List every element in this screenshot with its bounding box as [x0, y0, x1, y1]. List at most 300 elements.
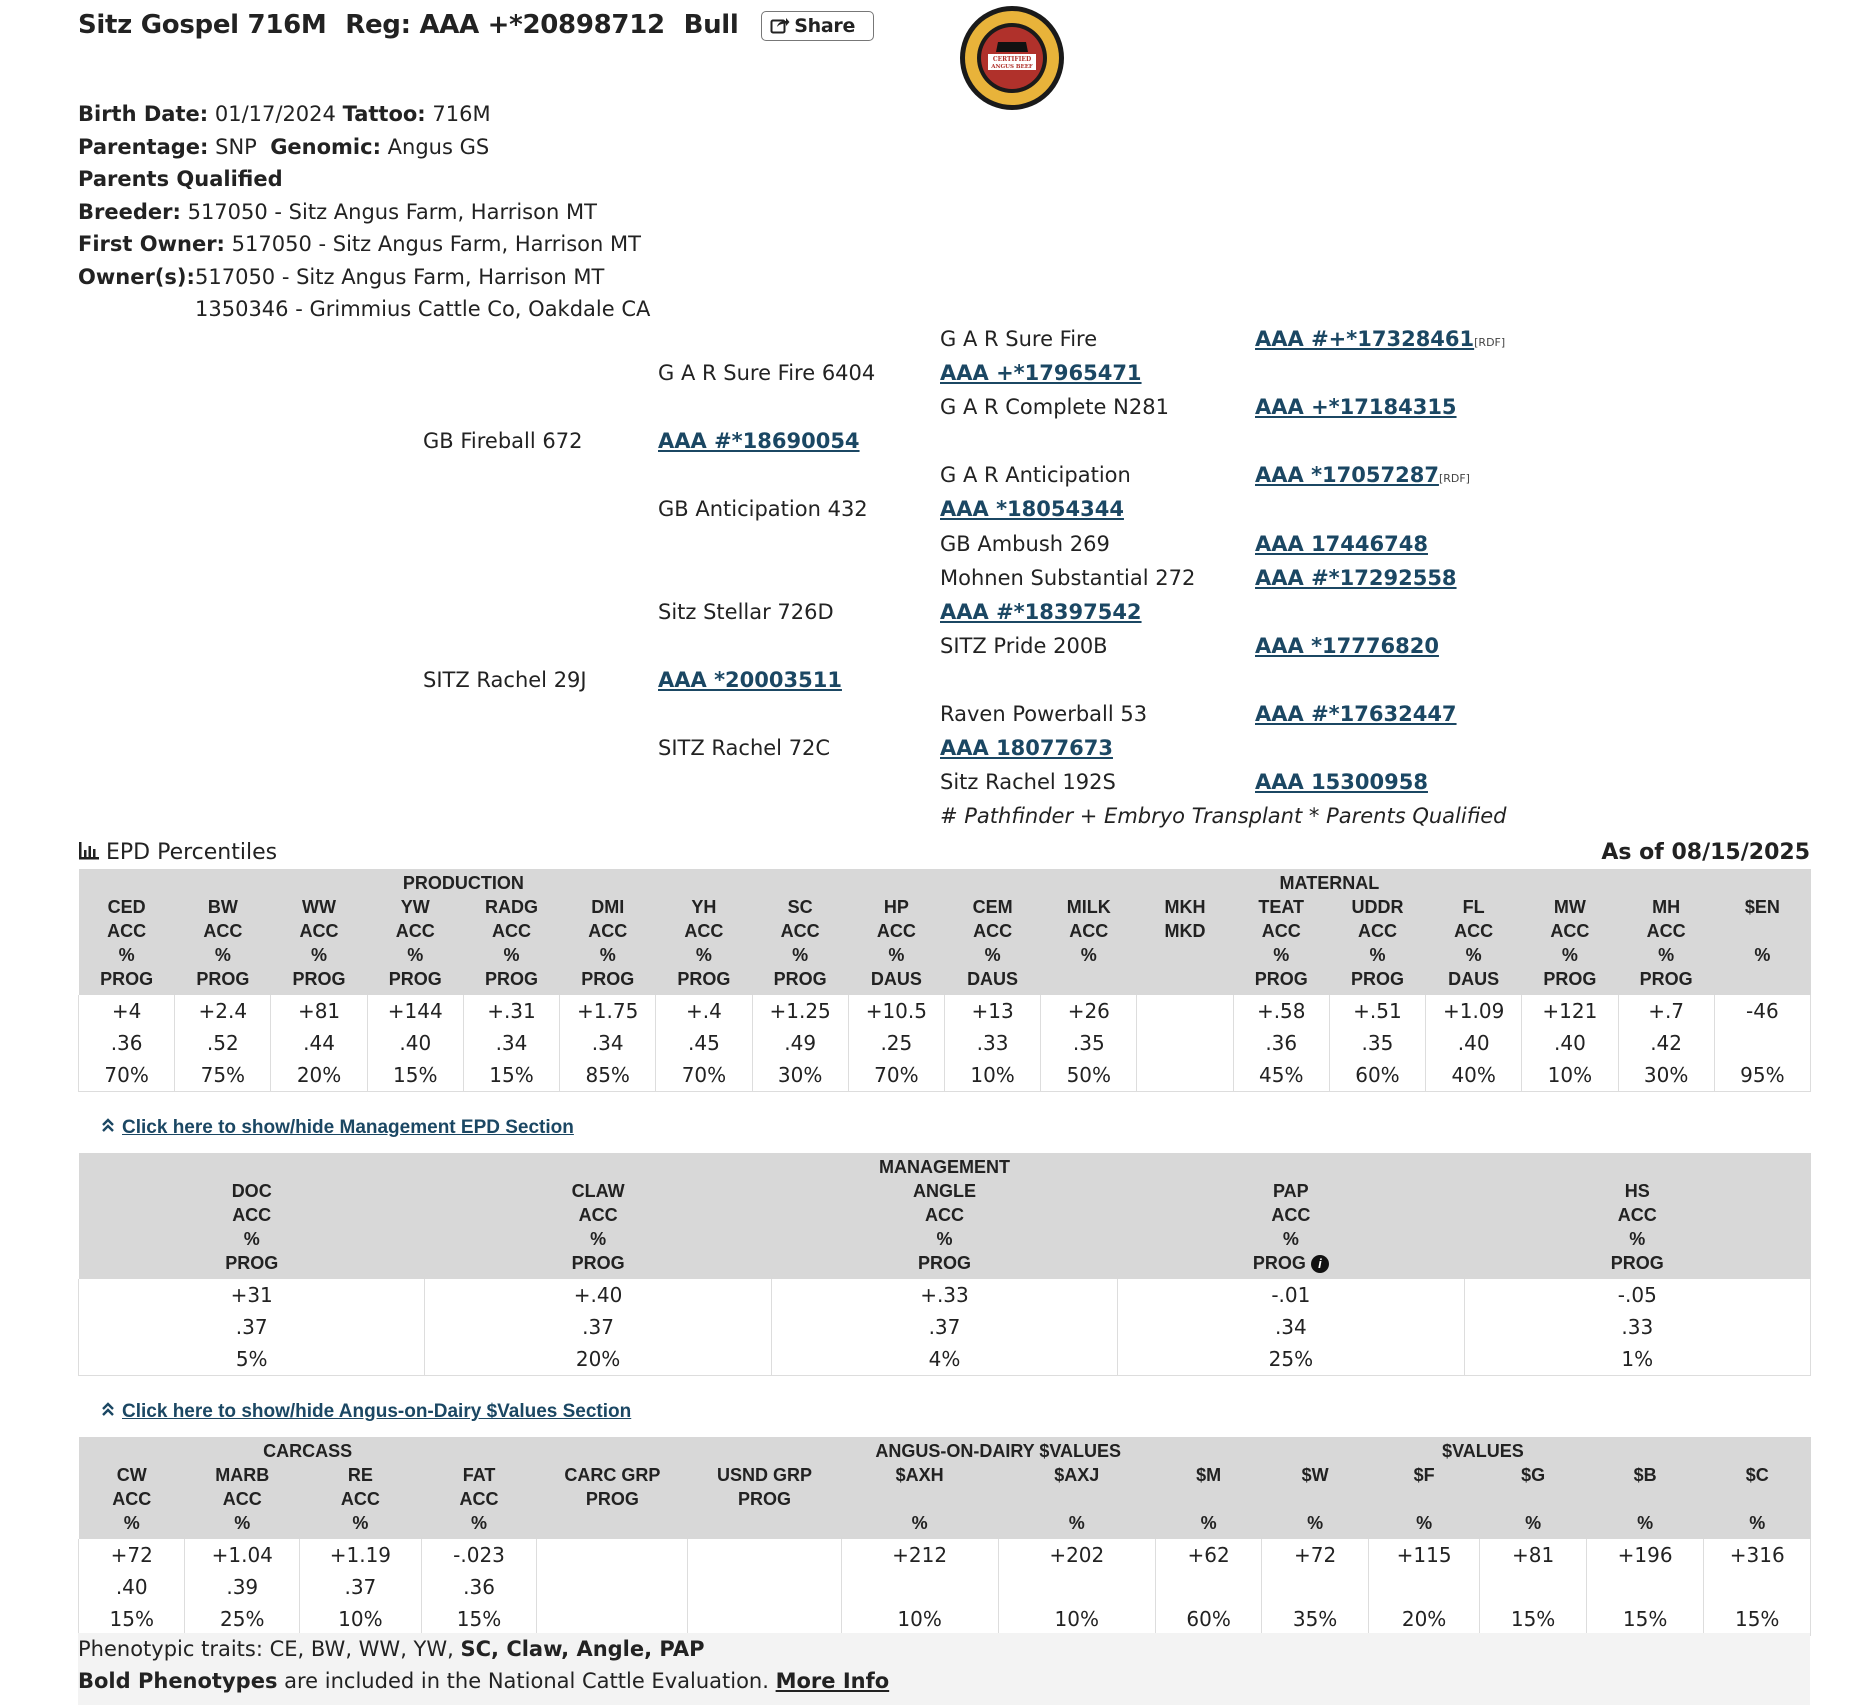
epd-header-cem	[944, 895, 1040, 995]
dairy-header-line: ACC	[459, 1489, 499, 1509]
dairy-percentile-cell: 15%	[1586, 1603, 1704, 1636]
share-icon	[770, 16, 790, 34]
epd-header-line: %	[1080, 945, 1097, 965]
epd-header-yw	[367, 895, 463, 995]
epd-header-line: PROG	[1543, 969, 1597, 989]
epd-header-radg	[463, 895, 559, 995]
epd-header-line: %	[1561, 945, 1578, 965]
epd-header-line: PROG	[773, 969, 827, 989]
phenotypic-label: Phenotypic traits:	[78, 1637, 263, 1661]
dairy-header-line: PROG	[737, 1489, 791, 1509]
pedigree-dds-link[interactable]: AAA #*17632447	[1255, 702, 1457, 726]
pedigree-dss-link[interactable]: AAA #*17292558	[1255, 566, 1457, 590]
epd-section-header	[78, 840, 1810, 865]
epd-header-line: ACC	[588, 921, 628, 941]
epd-header-teat	[1233, 895, 1329, 995]
epd-header-dmi	[560, 895, 656, 995]
owner-item: 517050 - Sitz Angus Farm, Harrison MT	[195, 264, 605, 289]
pedigree-ds-link[interactable]: AAA #*18397542	[940, 600, 1142, 624]
dairy-header-line: USND GRP	[716, 1465, 812, 1485]
mgmt-header-line: %	[243, 1229, 260, 1249]
epd-header-line: RADG	[484, 897, 538, 917]
svg-text:CERTIFIED: CERTIFIED	[992, 56, 1032, 63]
dairy-header-line: FAT	[462, 1465, 496, 1485]
epd-accuracy-cell: .40	[1426, 1027, 1522, 1059]
epd-header-milk	[1041, 895, 1137, 995]
epd-header-line	[1714, 967, 1810, 991]
dairy-percentile-cell: 25%	[185, 1603, 300, 1636]
pedigree-sss-link[interactable]: AAA #+*17328461	[1255, 327, 1475, 351]
epd-accuracy-cell	[1714, 1027, 1810, 1059]
epd-header-line: PROG	[581, 969, 635, 989]
epd-header-yh	[656, 895, 752, 995]
mgmt-accuracy-cell: .33	[1464, 1311, 1810, 1343]
epd-header-line: %	[888, 945, 905, 965]
epd-header-ced	[79, 895, 175, 995]
info-icon[interactable]: i	[1311, 1255, 1329, 1273]
dairy-header-re	[300, 1463, 422, 1539]
epd-accuracy-cell: .44	[271, 1027, 367, 1059]
mgmt-percentile-cell: 25%	[1118, 1343, 1464, 1376]
dairy-value-cell: +62	[1155, 1539, 1261, 1571]
mgmt-header-line: PROG i	[1118, 1251, 1464, 1275]
dairy-header-line: %	[234, 1513, 251, 1533]
pedigree-sd-name: GB Anticipation 432	[658, 497, 868, 521]
epd-accuracy-cell: .42	[1618, 1027, 1714, 1059]
pedigree-dd-link[interactable]: AAA 18077673	[940, 736, 1113, 760]
pedigree-dam-name: SITZ Rachel 29J	[423, 668, 587, 692]
epd-header-line: CED	[107, 897, 146, 917]
dairy-percentile-cell	[688, 1603, 841, 1636]
group-production: PRODUCTION	[79, 869, 849, 895]
dairy-header-marb	[185, 1463, 300, 1539]
epd-header-line: PROG	[1350, 969, 1404, 989]
epd-header-line: %	[311, 945, 328, 965]
dairy-value-cell: +81	[1480, 1539, 1586, 1571]
epd-header-line: %	[599, 945, 616, 965]
dairy-accuracy-cell	[1368, 1571, 1480, 1603]
epd-header-line: $EN	[1744, 897, 1780, 917]
share-button[interactable]	[761, 11, 874, 41]
dairy-header-line: %	[911, 1513, 928, 1533]
genomic: Angus GS	[387, 134, 490, 159]
epd-header-line: CEM	[972, 897, 1013, 917]
epd-header-line: MKD	[1164, 921, 1206, 941]
management-toggle-link[interactable]	[100, 1117, 574, 1139]
first-owner-label: First Owner:	[78, 232, 225, 256]
mgmt-percentile-cell: 4%	[771, 1343, 1117, 1376]
dairy-values-toggle-label: Click here to show/hide Angus-on-Dairy $Values Section	[122, 1401, 632, 1422]
epd-value-cell: +.51	[1329, 995, 1425, 1027]
epd-accuracy-cell: .34	[560, 1027, 656, 1059]
parentage-label: Parentage:	[78, 134, 209, 159]
dairy-accuracy-cell	[1704, 1571, 1811, 1603]
epd-header-line: %	[984, 945, 1001, 965]
dairy-header-line: %	[1749, 1513, 1766, 1533]
pedigree-sds-link[interactable]: AAA *17057287	[1255, 463, 1439, 487]
epd-value-cell: +26	[1041, 995, 1137, 1027]
epd-header-line: TEAT	[1258, 897, 1305, 917]
epd-header-line: MILK	[1066, 897, 1111, 917]
epd-header-line	[1041, 967, 1137, 991]
mgmt-value-cell: +.33	[771, 1279, 1117, 1311]
dairy-accuracy-cell	[1480, 1571, 1586, 1603]
dairy-header-line	[1480, 1487, 1586, 1511]
dairy-percentile-cell: 20%	[1368, 1603, 1480, 1636]
dairy-header-line: $AXH	[895, 1465, 944, 1485]
pedigree-ssd-link[interactable]: AAA +*17184315	[1255, 395, 1457, 419]
epd-percentile-cell: 15%	[367, 1059, 463, 1092]
epd-value-cell: +13	[944, 995, 1040, 1027]
epd-percentile-cell: 15%	[463, 1059, 559, 1092]
dairy-header-carc-grp	[537, 1463, 688, 1539]
epd-accuracy-cell	[1137, 1027, 1233, 1059]
epd-value-cell: +1.25	[752, 995, 848, 1027]
epd-percentile-cell: 70%	[656, 1059, 752, 1092]
mgmt-header-line: ACC	[232, 1205, 272, 1225]
epd-header-mh	[1618, 895, 1714, 995]
svg-text:ANGUS BEEF: ANGUS BEEF	[991, 64, 1033, 70]
group-management: MANAGEMENT	[79, 1153, 1811, 1179]
mgmt-header-line: %	[1629, 1229, 1646, 1249]
dairy-percentile-cell: 15%	[1704, 1603, 1811, 1636]
epd-header-line	[1137, 967, 1233, 991]
animal-sex: Bull	[683, 10, 739, 40]
epd-header-line: %	[1465, 945, 1482, 965]
epd-value-cell: +81	[271, 995, 367, 1027]
epd-percentile-cell: 70%	[79, 1059, 175, 1092]
dairy-value-cell: +202	[998, 1539, 1155, 1571]
pedigree-sds-name: G A R Anticipation	[940, 463, 1131, 487]
dairy-percentile-cell: 10%	[841, 1603, 998, 1636]
epd-value-cell: +1.09	[1426, 995, 1522, 1027]
management-toggle-label: Click here to show/hide Management EPD Section	[122, 1117, 574, 1138]
phenotypic-traits-row	[78, 1633, 1810, 1665]
dairy-header-line: $M	[1196, 1465, 1222, 1485]
epd-header-line: ACC	[684, 921, 724, 941]
dairy-accuracy-cell: .36	[421, 1571, 537, 1603]
epd-header-mkh	[1137, 895, 1233, 995]
dairy-value-cell: +196	[1586, 1539, 1704, 1571]
epd-header-line: %	[1754, 945, 1771, 965]
epd-header-line: ACC	[1261, 921, 1301, 941]
mgmt-header-line: DOC	[231, 1181, 272, 1201]
epd-header-sc	[752, 895, 848, 995]
epd-header-line: ACC	[203, 921, 243, 941]
mgmt-header-doc	[79, 1179, 425, 1279]
epd-header-line: PROG	[484, 969, 538, 989]
pedigree-sd-link[interactable]: AAA *18054344	[940, 497, 1124, 521]
management-epd-table	[78, 1153, 1811, 1376]
epd-header-line: %	[118, 945, 135, 965]
dairy-header-line	[1586, 1487, 1704, 1511]
carcass-values-table	[78, 1437, 1811, 1636]
dairy-header-line	[998, 1487, 1155, 1511]
mgmt-header-hs	[1464, 1179, 1810, 1279]
mgmt-header-pap	[1118, 1179, 1464, 1279]
epd-header-line: HP	[883, 897, 909, 917]
dairy-header--b	[1586, 1463, 1704, 1539]
epd-header-line: ACC	[107, 921, 147, 941]
mgmt-header-line: PAP	[1273, 1181, 1309, 1201]
epd-value-cell: +2.4	[175, 995, 271, 1027]
epd-header-line: PROG	[1639, 969, 1693, 989]
epd-header-line: ACC	[395, 921, 435, 941]
dairy-header-line	[1368, 1487, 1480, 1511]
epd-value-cell: +4	[79, 995, 175, 1027]
mgmt-accuracy-cell: .34	[1118, 1311, 1464, 1343]
bold-phenotypes-row	[78, 1665, 1810, 1697]
epd-header-mw	[1522, 895, 1618, 995]
epd-percentile-cell: 20%	[271, 1059, 367, 1092]
epd-percentile-cell: 70%	[848, 1059, 944, 1092]
epd-value-cell: +.4	[656, 995, 752, 1027]
epd-value-cell: +10.5	[848, 995, 944, 1027]
dairy-header-line: CARC GRP	[564, 1465, 661, 1485]
breeder-row	[78, 196, 650, 229]
first-owner-row	[78, 228, 650, 261]
epd-header-line: %	[407, 945, 424, 965]
epd-header-line: %	[1369, 945, 1386, 965]
epd-header-line: PROG	[292, 969, 346, 989]
dairy-header-line: %	[1416, 1513, 1433, 1533]
epd-header-line: ACC	[491, 921, 531, 941]
dairy-value-cell	[537, 1539, 688, 1571]
pedigree-ds-name: Sitz Stellar 726D	[658, 600, 834, 624]
epd-header-line: %	[503, 945, 520, 965]
dairy-value-cell: +316	[1704, 1539, 1811, 1571]
dairy-header--m	[1155, 1463, 1261, 1539]
dairy-percentile-cell: 60%	[1155, 1603, 1261, 1636]
dairy-value-cell: +1.04	[185, 1539, 300, 1571]
more-info-link[interactable]: More Info	[775, 1669, 890, 1693]
phenotypic-bold: SC, Claw, Angle, PAP	[460, 1637, 705, 1661]
mgmt-accuracy-cell: .37	[771, 1311, 1117, 1343]
epd-header-hp	[848, 895, 944, 995]
birth-date-label: Birth Date:	[78, 102, 209, 126]
epd-percentile-cell: 30%	[1618, 1059, 1714, 1092]
group-carcass: CARCASS	[79, 1437, 537, 1463]
dairy-header-line: %	[123, 1513, 140, 1533]
birth-row	[78, 98, 650, 131]
dairy-value-cell: -.023	[421, 1539, 537, 1571]
dairy-header--g	[1480, 1463, 1586, 1539]
epd-percentiles-table	[78, 869, 1811, 1092]
epd-percentile-cell: 30%	[752, 1059, 848, 1092]
group-values: $VALUES	[1155, 1437, 1810, 1463]
dairy-header-line: $F	[1413, 1465, 1435, 1485]
dairy-header-fat	[421, 1463, 537, 1539]
epd-header-line: ACC	[1646, 921, 1686, 941]
epd-value-cell: +.31	[463, 995, 559, 1027]
dairy-header-line	[841, 1487, 998, 1511]
parentage: SNP	[215, 134, 257, 159]
dairy-value-cell: +212	[841, 1539, 998, 1571]
epd-accuracy-cell: .35	[1041, 1027, 1137, 1059]
phenotypic-plain: CE, BW, WW, YW,	[269, 1637, 454, 1661]
epd-percentile-cell: 10%	[1522, 1059, 1618, 1092]
epd-accuracy-cell: .36	[79, 1027, 175, 1059]
dairy-percentile-cell: 15%	[1480, 1603, 1586, 1636]
epd-value-cell: +1.75	[560, 995, 656, 1027]
group-maternal: MATERNAL	[848, 869, 1810, 895]
pedigree-sire-link[interactable]: AAA #*18690054	[658, 429, 860, 453]
pedigree-sdd-name: GB Ambush 269	[940, 532, 1110, 556]
owner-item: 1350346 - Grimmius Cattle Co, Oakdale CA	[195, 297, 651, 321]
epd-header-line: YH	[691, 897, 717, 917]
epd-header-line: %	[1658, 945, 1675, 965]
dairy-accuracy-cell	[998, 1571, 1155, 1603]
dairy-value-cell	[688, 1539, 841, 1571]
bold-phenotypes-text: are included in the National Cattle Evaluation.	[284, 1669, 769, 1693]
epd-value-cell: -46	[1714, 995, 1810, 1027]
epd-header-line: DAUS	[967, 969, 1019, 989]
mgmt-header-line: ANGLE	[912, 1181, 976, 1201]
pedigree-dds-name: Raven Powerball 53	[940, 702, 1148, 726]
dairy-header-line: $AXJ	[1054, 1465, 1100, 1485]
epd-header-line	[1137, 943, 1233, 967]
mgmt-percentile-cell: 1%	[1464, 1343, 1810, 1376]
animal-name: Sitz Gospel 716M	[78, 10, 327, 40]
epd-header-line: ACC	[973, 921, 1013, 941]
epd-accuracy-cell: .40	[367, 1027, 463, 1059]
dairy-header-line: %	[352, 1513, 369, 1533]
bar-chart-icon	[78, 841, 100, 861]
epd-header-line: PROG	[1254, 969, 1308, 989]
dairy-header-line	[688, 1511, 841, 1535]
mgmt-header-line: CLAW	[571, 1181, 625, 1201]
pedigree-ss-name: G A R Sure Fire 6404	[658, 361, 876, 385]
pedigree-dam-link[interactable]: AAA *20003511	[658, 668, 842, 692]
rdf-tag: [RDF]	[1474, 336, 1506, 349]
dairy-header--axh	[841, 1463, 998, 1539]
epd-title: EPD Percentiles	[106, 840, 278, 865]
epd-header-line: PROG	[196, 969, 250, 989]
breeder: 517050 - Sitz Angus Farm, Harrison MT	[187, 199, 597, 224]
epd-value-cell	[1137, 995, 1233, 1027]
epd-accuracy-cell: .33	[944, 1027, 1040, 1059]
epd-header-line: %	[1273, 945, 1290, 965]
epd-header-line: UDDR	[1351, 897, 1404, 917]
epd-header-line: MH	[1652, 897, 1681, 917]
mgmt-header-line: %	[936, 1229, 953, 1249]
epd-accuracy-cell: .45	[656, 1027, 752, 1059]
dairy-header-line	[537, 1511, 688, 1535]
dairy-header-line: %	[1637, 1513, 1654, 1533]
epd-header-ww	[271, 895, 367, 995]
dairy-header--axj	[998, 1463, 1155, 1539]
dairy-value-cell: +72	[79, 1539, 185, 1571]
owners-label: Owner(s):	[78, 264, 195, 289]
mgmt-value-cell: -.05	[1464, 1279, 1810, 1311]
mgmt-header-line: PROG	[1610, 1253, 1664, 1273]
certified-angus-beef-logo	[958, 4, 1066, 112]
epd-header-line: DAUS	[1448, 969, 1500, 989]
epd-header-fl	[1426, 895, 1522, 995]
epd-header-line: ACC	[299, 921, 339, 941]
mgmt-header-line: %	[1282, 1229, 1299, 1249]
epd-header-line: ACC	[1357, 921, 1397, 941]
mgmt-accuracy-cell: .37	[79, 1311, 425, 1343]
epd-header-line: DMI	[591, 897, 625, 917]
pedigree-sdd-link[interactable]: AAA 17446748	[1255, 532, 1428, 556]
dairy-accuracy-cell	[1586, 1571, 1704, 1603]
mgmt-header-line: PROG	[571, 1253, 625, 1273]
epd-header-line: MKH	[1164, 897, 1206, 917]
dairy-header-line: %	[471, 1513, 488, 1533]
dairy-header-usnd-grp	[688, 1463, 841, 1539]
dairy-header-line: %	[1525, 1513, 1542, 1533]
pedigree-ss-link[interactable]: AAA +*17965471	[940, 361, 1142, 385]
animal-info	[78, 98, 650, 326]
dairy-header-line: %	[1307, 1513, 1324, 1533]
epd-header-line: PROG	[677, 969, 731, 989]
dairy-header-line: $B	[1633, 1465, 1657, 1485]
epd-header-line: DAUS	[870, 969, 922, 989]
epd-value-cell: +.58	[1233, 995, 1329, 1027]
dairy-header--w	[1262, 1463, 1368, 1539]
mgmt-header-line: HS	[1624, 1181, 1650, 1201]
mgmt-percentile-cell: 5%	[79, 1343, 425, 1376]
pedigree-dsd-link[interactable]: AAA *17776820	[1255, 634, 1439, 658]
mgmt-header-line: ACC	[924, 1205, 964, 1225]
dairy-percentile-cell: 10%	[300, 1603, 422, 1636]
epd-percentile-cell: 45%	[1233, 1059, 1329, 1092]
group-carcass-blank	[537, 1437, 841, 1463]
epd-header-line: ACC	[1069, 921, 1109, 941]
dairy-percentile-cell: 35%	[1262, 1603, 1368, 1636]
mgmt-header-line: PROG	[917, 1253, 971, 1273]
mgmt-value-cell: +.40	[425, 1279, 771, 1311]
epd-header--en	[1714, 895, 1810, 995]
epd-percentile-cell: 85%	[560, 1059, 656, 1092]
epd-header-line: MW	[1553, 897, 1586, 917]
dairy-header--c	[1704, 1463, 1811, 1539]
dairy-accuracy-cell: .37	[300, 1571, 422, 1603]
mgmt-accuracy-cell: .37	[425, 1311, 771, 1343]
epd-accuracy-cell: .40	[1522, 1027, 1618, 1059]
dairy-value-cell: +72	[1262, 1539, 1368, 1571]
dairy-header--f	[1368, 1463, 1480, 1539]
dairy-values-toggle-link[interactable]	[100, 1401, 631, 1423]
parents-qualified: Parents Qualified	[78, 167, 283, 191]
epd-header-line: ACC	[1550, 921, 1590, 941]
breeder-label: Breeder:	[78, 199, 181, 224]
epd-percentile-cell: 75%	[175, 1059, 271, 1092]
dairy-header-line: ACC	[340, 1489, 380, 1509]
dairy-header-line: PROG	[585, 1489, 639, 1509]
dairy-accuracy-cell	[688, 1571, 841, 1603]
epd-percentile-cell: 60%	[1329, 1059, 1425, 1092]
mgmt-header-claw	[425, 1179, 771, 1279]
epd-header-line: YW	[400, 897, 430, 917]
phenotype-footer	[78, 1633, 1810, 1705]
epd-header-uddr	[1329, 895, 1425, 995]
epd-header-line: FL	[1462, 897, 1485, 917]
mgmt-value-cell: +31	[79, 1279, 425, 1311]
mgmt-header-line: PROG	[225, 1253, 279, 1273]
dairy-accuracy-cell	[1155, 1571, 1261, 1603]
pedigree-ddd-link[interactable]: AAA 15300958	[1255, 770, 1428, 794]
dairy-accuracy-cell	[537, 1571, 688, 1603]
epd-value-cell: +121	[1522, 995, 1618, 1027]
dairy-header-line	[1704, 1487, 1811, 1511]
dairy-percentile-cell: 10%	[998, 1603, 1155, 1636]
epd-accuracy-cell: .25	[848, 1027, 944, 1059]
epd-value-cell: +.7	[1618, 995, 1714, 1027]
chevron-double-up-icon	[100, 1401, 116, 1417]
mgmt-percentile-cell: 20%	[425, 1343, 771, 1376]
